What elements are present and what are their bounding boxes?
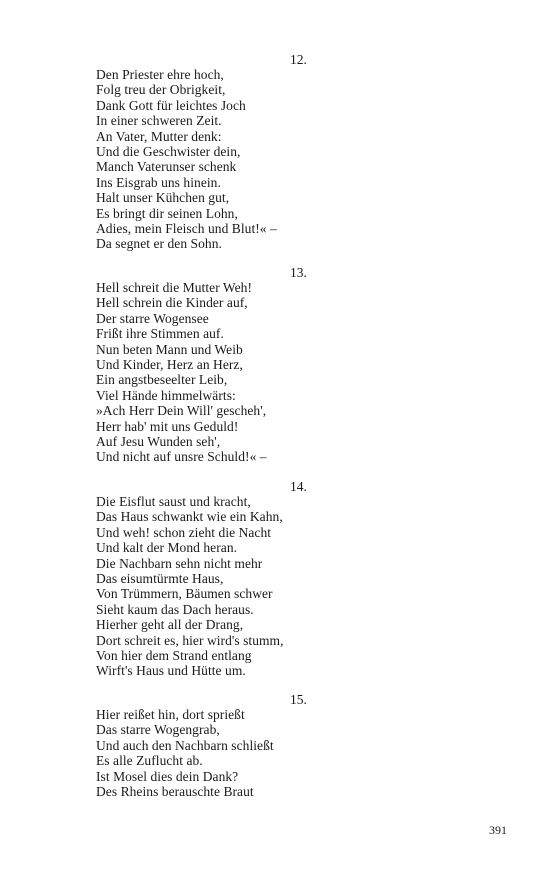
verse-line: »Ach Herr Dein Will' gescheh',: [96, 403, 267, 419]
verse-line: Folg treu der Obrigkeit,: [96, 82, 226, 98]
stanza-number: 15.: [290, 692, 307, 707]
verse-line: Es bringt dir seinen Lohn,: [96, 205, 238, 221]
stanza-lines: [96, 707, 274, 799]
verse-line: Hell schreit die Mutter Weh!: [96, 280, 253, 295]
verse-line: Und weh! schon zieht die Nacht: [96, 524, 272, 540]
verse-line: Den Priester ehre hoch,: [96, 67, 224, 82]
verse-line: In einer schweren Zeit.: [96, 113, 222, 129]
verse-line: Halt unser Kühchen gut,: [96, 190, 230, 206]
verse-line: Das starre Wogengrab,: [96, 722, 220, 738]
verse-line: Ist Mosel dies dein Dank?: [96, 768, 239, 784]
verse-line: Die Nachbarn sehn nicht mehr: [96, 555, 263, 571]
verse-line: Dort schreit es, hier wird's stumm,: [96, 632, 284, 648]
verse-line: Manch Vaterunser schenk: [96, 159, 237, 175]
verse-line: Ein angstbeseelter Leib,: [96, 372, 228, 388]
verse-line: Und nicht auf unsre Schuld!« –: [96, 449, 267, 465]
verse-line: Wirft's Haus und Hütte um.: [96, 663, 246, 679]
verse-line: Hell schrein die Kinder auf,: [96, 295, 248, 311]
verse-line: Es alle Zuflucht ab.: [96, 753, 203, 769]
verse-line: Des Rheins berauschte Braut: [96, 784, 254, 800]
stanza-lines: [96, 67, 277, 252]
verse-line: Hierher geht all der Drang,: [96, 617, 244, 633]
verse-line: Viel Hände himmelwärts:: [96, 387, 236, 403]
stanza-number: 13.: [290, 265, 307, 280]
verse-line: Adies, mein Fleisch und Blut!« –: [96, 221, 277, 237]
stanza-number: 14.: [290, 479, 307, 494]
verse-line: Der starre Wogensee: [96, 310, 209, 326]
verse-line: Die Eisflut saust und kracht,: [96, 494, 251, 509]
verse-line: Da segnet er den Sohn.: [96, 236, 222, 252]
verse-line: Das Haus schwankt wie ein Kahn,: [96, 509, 283, 525]
verse-line: Und auch den Nachbarn schließt: [96, 737, 274, 753]
verse-line: Herr hab' mit uns Geduld!: [96, 418, 239, 434]
page-number: 391: [489, 823, 507, 837]
stanza-lines: [96, 280, 267, 465]
verse-line: Dank Gott für leichtes Joch: [96, 97, 246, 113]
verse-line: An Vater, Mutter denk:: [96, 128, 222, 144]
verse-line: Sieht kaum das Dach heraus.: [96, 601, 254, 617]
verse-line: Hier reißet hin, dort sprießt: [96, 707, 245, 722]
verse-line: Auf Jesu Wunden seh',: [96, 434, 221, 450]
verse-line: Frißt ihre Stimmen auf.: [96, 326, 224, 342]
verse-line: Das eisumtürmte Haus,: [96, 571, 224, 587]
verse-line: Ins Eisgrab uns hinein.: [96, 174, 221, 190]
verse-line: Von Trümmern, Bäumen schwer: [96, 586, 273, 602]
verse-line: Von hier dem Strand entlang: [96, 648, 252, 664]
verse-line: Und kalt der Mond heran.: [96, 540, 238, 556]
verse-line: Und die Geschwister dein,: [96, 144, 241, 160]
verse-line: Nun beten Mann und Weib: [96, 341, 243, 357]
stanza-lines: [96, 494, 284, 679]
verse-line: Und Kinder, Herz an Herz,: [96, 357, 243, 373]
stanza-number: 12.: [290, 52, 307, 67]
